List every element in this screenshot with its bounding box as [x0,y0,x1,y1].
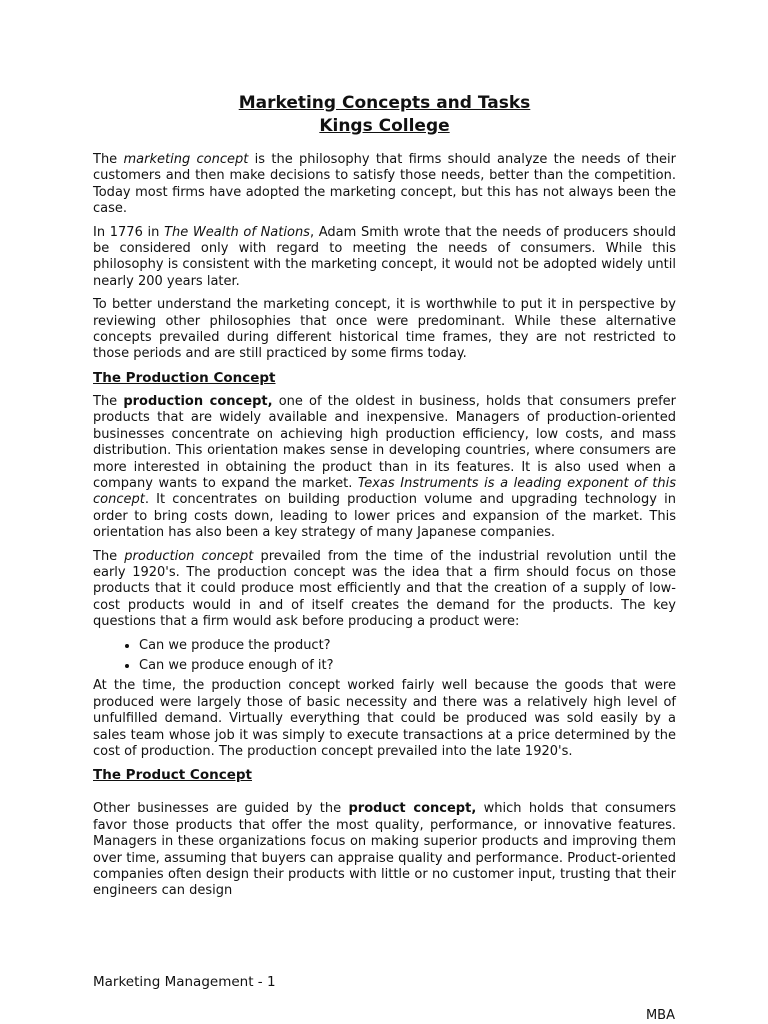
footer-right: MBA [645,1008,675,1023]
document-title [93,92,676,138]
list-item: • Can we produce enough of it? [139,658,676,674]
list-item: • Can we produce the product? [139,638,676,654]
title-line-1: Marketing Concepts and Tasks [238,93,531,113]
production-questions-list [93,638,676,675]
document-page [93,92,676,907]
production-concept-heading: The Production Concept [93,369,276,386]
title-line-2: Kings College [319,116,450,136]
intro-paragraph-3: To better understand the marketing concept, it is worthwhile to put it in perspective by reviewing other philosophies that once were predominant. While these alternative concepts prevailed during different historical time frames, they are not restricted to those periods and are still practiced by some firms today. [93,297,676,362]
product-paragraph-1: Other businesses are guided by the product concept, which holds that consumers favor those products that offer the most quality, performance, or innovative features. Managers in these organizations focus on making superior products and improving them over time, assuming that buyers can appraise quality and performance. Product-oriented companies often design their products with little or no customer input, trusting that their engineers can design [93,801,677,899]
production-paragraph-1: The production concept, one of the oldest in business, holds that consumers prefer products that are widely available and inexpensive. Managers of production-oriented businesses concentrate on achieving high production efficiency, low costs, and mass distribution. This orientation makes sense in developing countries, where consumers are more interested in obtaining the product than in its features. It is also used when a company wants to expand the market. Texas Instruments is a leading exponent of this concept. It concentrates on building production volume and upgrading technology in order to bring costs down, leading to lower prices and expansion of the market. This orientation has also been a key strategy of many Japanese companies. [93,393,677,541]
intro-paragraph-2: In 1776 in The Wealth of Nations, Adam Smith wrote that the needs of producers should be considered only with regard to meeting the needs of consumers. While this philosophy is consistent with the marketing concept, it would not be adopted widely until nearly 200 years later. [93,224,676,289]
footer-left: Marketing Management - 1 [93,974,276,990]
production-paragraph-2: The production concept prevailed from the time of the industrial revolution until the early 1920's. The production concept was the idea that a firm should focus on those products that it could produce most efficiently and that the creation of a supply of low-cost products would in and of itself creates the demand for the products. The key questions that a firm would ask before producing a product were: [93,548,677,630]
production-paragraph-3: At the time, the production concept worked fairly well because the goods that were produced were largely those of basic necessity and there was a relatively high level of unfulfilled demand. Virtually everything that could be produced was sold easily by a sales team whose job it was simply to execute transactions at a price determined by the cost of production. The production concept prevailed into the late 1920's. [93,678,676,759]
product-concept-heading: The Product Concept [93,767,253,784]
intro-paragraph-1: The marketing concept is the philosophy that firms should analyze the needs of their customers and then make decisions to satisfy those needs, better than the competition. Today most firms have adopted the marketing concept, but this has not always been the case. [93,152,677,217]
